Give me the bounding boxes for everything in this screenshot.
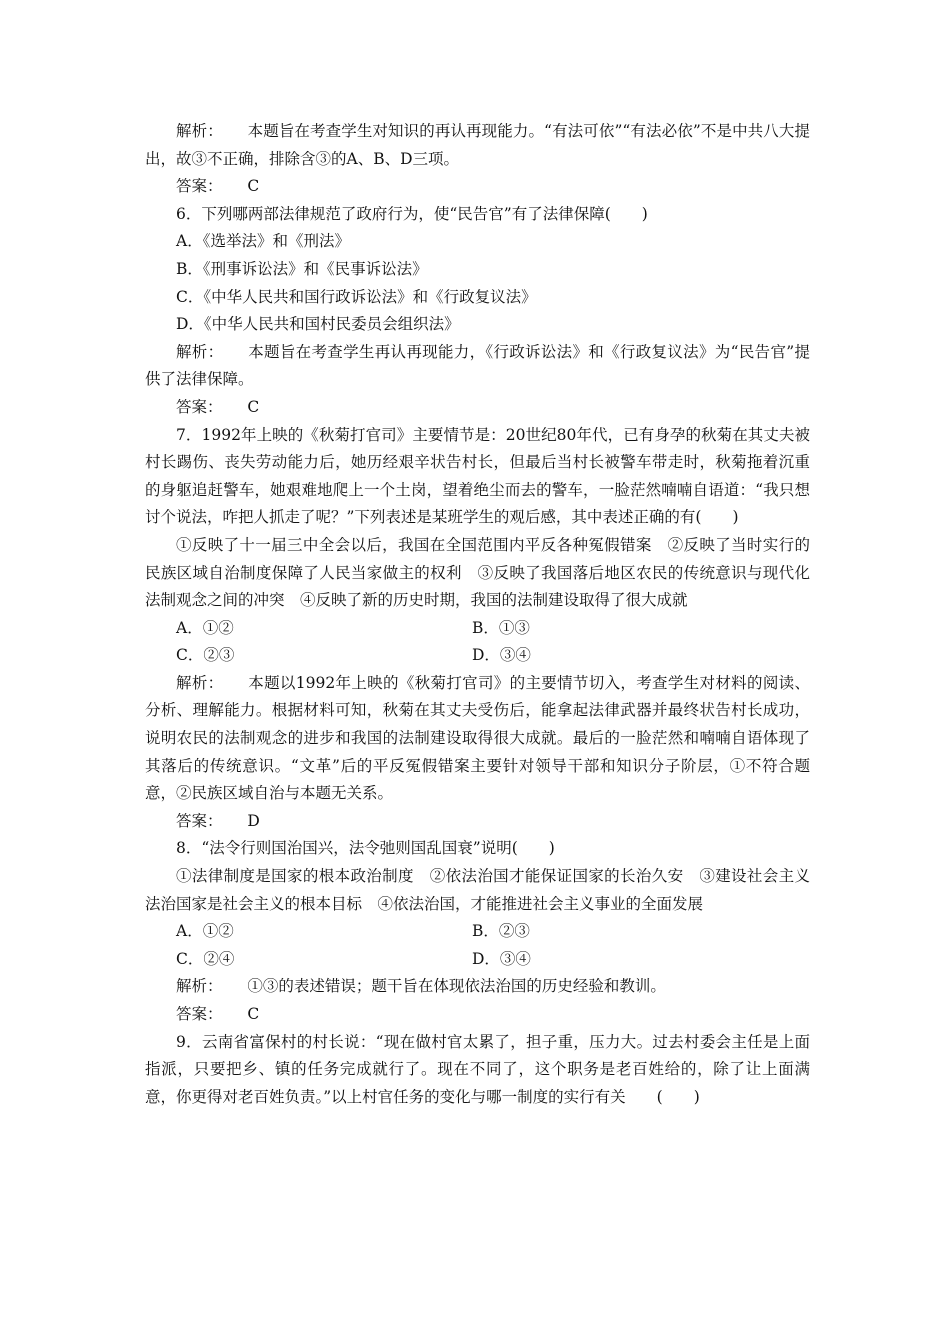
answer-label: 答案：	[176, 177, 223, 196]
option-c: C．②③	[176, 646, 235, 665]
answer-value: D	[247, 811, 260, 830]
question-6-option-c: C．《中华人民共和国行政诉讼法》和《行政复议法》	[176, 287, 537, 306]
analysis-paragraph	[145, 339, 810, 394]
answer-value: C	[247, 1005, 260, 1023]
analysis-text: 本题旨在考查学生再认再现能力，《行政诉讼法》和《行政复议法》为“民告官”提供了法律保障。	[145, 342, 810, 389]
option-a: A．①②	[176, 922, 234, 941]
question-6-option-d: D．《中华人民共和国村民委员会组织法》	[176, 315, 460, 334]
analysis-label: 解析：	[176, 977, 223, 996]
answer-value: C	[247, 177, 260, 196]
answer-line	[145, 808, 810, 836]
answer-label: 答案：	[176, 811, 223, 830]
analysis-label: 解析：	[176, 342, 224, 361]
answer-label: 答案：	[176, 397, 223, 416]
option-c: C．②④	[176, 949, 235, 968]
analysis-label: 解析：	[176, 122, 223, 140]
answer-line	[145, 394, 810, 422]
option-b: B．②③	[472, 922, 530, 941]
answer-line	[145, 173, 810, 201]
analysis-paragraph	[145, 973, 810, 1001]
analysis-text: 本题旨在考查学生对知识的再认再现能力。“有法可依”“有法必依”不是中共八大提出，故③不正确，排除含③的A、B、D三项。	[145, 122, 810, 168]
analysis-text: 本题以1992年上映的《秋菊打官司》的主要情节切入，考查学生对材料的阅读、分析、理解能力。根据材料可知，秋菊在其丈夫受伤后，能拿起法律武器并最终状告村长成功，说明农民的法制观念的进步和我国的法制建设取得很大成就。最后的一脸茫然和喃喃自语体现了其落后的传统意识。“文革”后的平反冤假错案主要针对领导干部和知识分子阶层，①不符合题意，②民族区域自治与本题无关系。	[145, 673, 810, 803]
analysis-text: ①③的表述错误；题干旨在体现依法治国的历史经验和教训。	[247, 977, 666, 996]
question-8-statements: ①法律制度是国家的根本政治制度 ②依法治国才能保证国家的长治久安 ③建设社会主义法治国家是社会主义的根本目标 ④依法治国，才能推进社会主义事业的全面发展	[145, 867, 810, 913]
question-9-stem: 9．云南省富保村的村长说：“现在做村官太累了，担子重，压力大。过去村委会主任是上面指派，只要把乡、镇的任务完成就行了。现在不同了，这个职务是老百姓给的，除了让上面满意，你更得对老百姓负责。”以上村官任务的变化与哪一制度的实行有关 ( )	[145, 1032, 810, 1106]
answer-label: 答案：	[176, 1005, 223, 1023]
question-8-options-row	[145, 946, 810, 974]
question-7-stem: 7．1992年上映的《秋菊打官司》主要情节是：20世纪80年代，已有身孕的秋菊在其丈夫被村长踢伤、丧失劳动能力后，她历经艰辛状告村长，但最后当村长被警车带走时，秋菊拖着沉重的身躯追赶警车，她艰难地爬上一个土岗，望着绝尘而去的警车，一脸茫然喃喃自语道：“我只想讨个说法，咋把人抓走了呢？”下列表述是某班学生的观后感，其中表述正确的有( )	[145, 425, 810, 527]
option-d: D．③④	[472, 949, 531, 968]
question-8-options-row	[145, 918, 810, 946]
analysis-paragraph	[145, 118, 810, 173]
option-b: B．①③	[472, 618, 530, 637]
question-7-options-row	[145, 615, 810, 643]
answer-value: C	[247, 397, 260, 416]
question-7-statements: ①反映了十一届三中全会以后，我国在全国范围内平反各种冤假错案 ②反映了当时实行的民族区域自治制度保障了人民当家做主的权利 ③反映了我国落后地区农民的传统意识与现代化法制观念之间的冲突 ④反映了新的历史时期，我国的法制建设取得了很大成就	[145, 535, 810, 610]
question-8-stem: 8．“法令行则国治国兴，法令弛则国乱国衰”说明( )	[176, 839, 555, 858]
answer-line	[145, 1001, 810, 1029]
question-6-option-a: A．《选举法》和《刑法》	[176, 232, 350, 251]
document-body	[145, 118, 810, 1111]
question-6-stem: 6．下列哪两部法律规范了政府行为，使“民告官”有了法律保障( )	[176, 204, 648, 223]
analysis-label: 解析：	[176, 673, 224, 692]
question-6-option-b: B．《刑事诉讼法》和《民事诉讼法》	[176, 259, 428, 278]
option-a: A．①②	[176, 618, 234, 637]
analysis-paragraph	[145, 670, 810, 808]
question-7-options-row	[145, 642, 810, 670]
option-d: D．③④	[472, 646, 531, 665]
